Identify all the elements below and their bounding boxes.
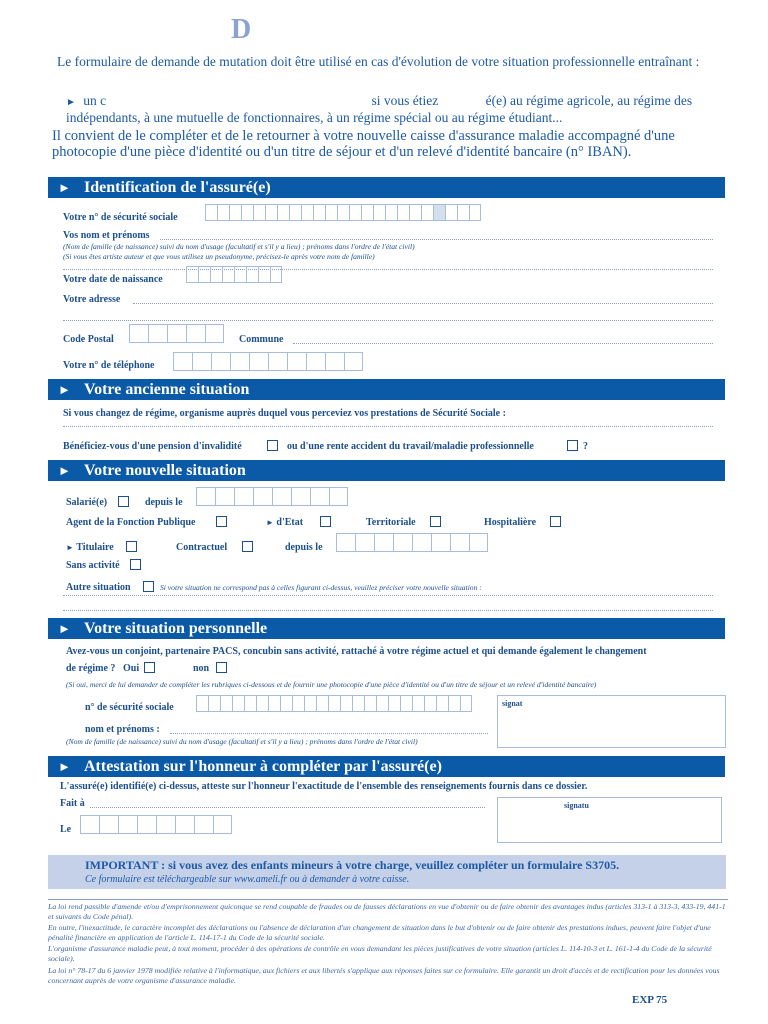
autre-field-2[interactable] bbox=[63, 610, 713, 611]
names-note-1: (Nom de famille (de naissance) suivi du nom d'usage (facultatif et s'il y a lieu) ; prénoms dans l'ordre de l'état civil) bbox=[63, 242, 415, 251]
hospitaliere-label: Hospitalière bbox=[484, 517, 537, 528]
salarie-date-field[interactable] bbox=[196, 487, 348, 506]
autre-checkbox[interactable] bbox=[143, 581, 154, 592]
autre-label: Autre situation bbox=[66, 582, 131, 593]
intro-text: Le formulaire de demande de mutation doit être utilisé en cas d'évolution de votre situation professionnelle entraînant : bbox=[57, 54, 700, 69]
bullet-text-c: é(e) au régime agricole, au régime des indépendants, à une mutuelle de fonctionnaires, à un régime spécial ou au régime étudiant... bbox=[66, 93, 693, 125]
titulaire-checkbox[interactable] bbox=[126, 541, 137, 552]
titulaire-label bbox=[66, 542, 114, 553]
attestation-text: L'assuré(e) identifié(e) ci-dessus, atteste sur l'honneur l'exactitude de l'ensemble des renseignements fournis dans ce dossier. bbox=[60, 781, 588, 792]
fait-a-label: Fait à bbox=[60, 798, 85, 809]
signature-label: signatu bbox=[564, 801, 589, 810]
oui-label: Oui bbox=[123, 663, 140, 674]
form-code: EXP 75 bbox=[632, 994, 668, 1006]
ancienne-field[interactable] bbox=[63, 426, 713, 427]
contractuel-checkbox[interactable] bbox=[242, 541, 253, 552]
names-label: Vos nom et prénoms bbox=[63, 230, 150, 241]
hospitaliere-checkbox[interactable] bbox=[550, 516, 561, 527]
section-personnelle bbox=[48, 618, 725, 639]
attestation-signature-box[interactable] bbox=[497, 797, 722, 843]
etat-checkbox[interactable] bbox=[320, 516, 331, 527]
non-checkbox[interactable] bbox=[216, 662, 227, 673]
birth-date-field[interactable] bbox=[186, 266, 282, 283]
section-arrow-icon: ► bbox=[58, 180, 71, 195]
important-box bbox=[48, 855, 726, 889]
conjoint-question-2: de régime ? bbox=[66, 663, 116, 674]
territoriale-label: Territoriale bbox=[366, 517, 416, 528]
section-arrow-icon: ► bbox=[58, 759, 71, 774]
names-field-2[interactable] bbox=[63, 269, 713, 270]
section-title: Votre situation personnelle bbox=[84, 620, 268, 637]
conjoint-secu-field[interactable] bbox=[196, 695, 472, 712]
conjoint-names-label: nom et prénoms : bbox=[85, 724, 160, 735]
bullet-text-b: si vous étiez bbox=[371, 93, 439, 108]
agent-checkbox[interactable] bbox=[216, 516, 227, 527]
section-arrow-icon: ► bbox=[58, 463, 71, 478]
commune-field[interactable] bbox=[293, 343, 713, 344]
sans-activite-checkbox[interactable] bbox=[130, 559, 141, 570]
pension-label: Bénéficiez-vous d'une pension d'invalidité bbox=[63, 441, 242, 452]
salarie-label: Salarié(e) bbox=[66, 497, 108, 508]
bullet-arrow-icon: ► bbox=[66, 543, 74, 552]
names-field[interactable] bbox=[160, 239, 713, 240]
depuis2-label: depuis le bbox=[285, 542, 323, 553]
important-line-2: Ce formulaire est téléchargeable sur www.ameli.fr ou à demander à votre caisse. bbox=[85, 874, 410, 885]
territoriale-checkbox[interactable] bbox=[430, 516, 441, 527]
etat-label bbox=[266, 517, 303, 528]
form-letter: D bbox=[231, 14, 252, 45]
depuis-label: depuis le bbox=[145, 497, 183, 508]
section-title: Votre nouvelle situation bbox=[84, 462, 246, 479]
conjoint-names-note: (Nom de famille (de naissance) suivi du nom d'usage (facultatif et s'il y a lieu) ; prénoms dans l'ordre de l'état civil) bbox=[66, 737, 418, 746]
attestation-date-field[interactable] bbox=[80, 815, 232, 834]
conjoint-secu-label: n° de sécurité sociale bbox=[85, 702, 174, 713]
legal-paragraph-3: L'organisme d'assurance maladie peut, à tout moment, procéder à des opérations de contrôle en vous demandant les pièces justificatives de votre situation (articles L. 114-10-3 et L. 161-1-4 du Code de la sécurité sociale). bbox=[48, 944, 712, 963]
section-ancienne bbox=[48, 379, 725, 400]
legal-paragraph-1: La loi rend passible d'amende et/ou d'emprisonnement quiconque se rend coupable de fraudes ou de fausses déclarations en vue d'obtenir ou de faire obtenir des avantages indus (articles 313-1 à 313-3, 433-19, 441-1 et suivants du Code pénal). bbox=[48, 902, 726, 921]
section-identification bbox=[48, 177, 725, 198]
intro-paragraph: Il convient de le compléter et de le retourner à votre nouvelle caisse d'assurance maladie accompagné d'une photocopie d'une pièce d'identité ou d'un titre de séjour et d'un relevé d'identité bancaire (n° IBAN). bbox=[52, 128, 675, 160]
section-nouvelle bbox=[48, 460, 725, 481]
section-title: Attestation sur l'honneur à compléter par l'assuré(e) bbox=[84, 758, 442, 775]
names-note-2: (Si vous êtes artiste auteur et que vous utilisez un pseudonyme, précisez-le après votre nom de famille) bbox=[63, 252, 375, 261]
ancienne-question: Si vous changez de régime, organisme auprès duquel vous perceviez vos prestations de Sécurité Sociale : bbox=[63, 408, 506, 419]
bullet-text-a: un c bbox=[83, 93, 107, 108]
titulaire-date-field[interactable] bbox=[336, 533, 488, 552]
rente-label: ou d'une rente accident du travail/maladie professionnelle bbox=[287, 441, 534, 452]
agent-label: Agent de la Fonction Publique bbox=[66, 517, 196, 528]
legal-paragraph-2: En outre, l'inexactitude, le caractère incomplet des déclarations ou l'absence de déclaration d'un changement de situation dans le but d'obtenir ou de faire obtenir des prestations indues, peuvent faire l'objet d'une pénalité financière en application de l'article L. 114-17-1 du Code de la sécurité sociale. bbox=[48, 923, 711, 942]
bullet-arrow-icon: ► bbox=[266, 518, 274, 527]
salarie-checkbox[interactable] bbox=[118, 496, 129, 507]
fait-a-field[interactable] bbox=[90, 807, 485, 808]
bullet-arrow-icon: ► bbox=[66, 97, 76, 108]
sans-activite-label: Sans activité bbox=[66, 560, 120, 571]
secu-label: Votre n° de sécurité sociale bbox=[63, 212, 178, 223]
etat-text: d'Etat bbox=[276, 517, 304, 528]
autre-note: Si votre situation ne correspond pas à celles figurant ci-dessus, veuillez préciser votre nouvelle situation : bbox=[160, 583, 482, 592]
conjoint-note: (Si oui, merci de lui demander de compléter les rubriques ci-dessous et de fournir une photocopie d'une pièce d'identité ou d'un titre de séjour et un relevé d'identité bancaire) bbox=[66, 680, 597, 689]
postal-label: Code Postal bbox=[63, 334, 114, 345]
legal-divider bbox=[48, 899, 728, 900]
rente-checkbox[interactable] bbox=[567, 440, 578, 451]
section-title: Identification de l'assuré(e) bbox=[84, 179, 271, 196]
address-label: Votre adresse bbox=[63, 294, 121, 305]
address-field-2[interactable] bbox=[63, 320, 713, 321]
autre-field[interactable] bbox=[63, 595, 713, 596]
phone-label: Votre n° de téléphone bbox=[63, 360, 155, 371]
section-title: Votre ancienne situation bbox=[84, 381, 250, 398]
legal-paragraph-4: La loi n° 78-17 du 6 janvier 1978 modifiée relative à l'informatique, aux fichiers et aux libertés s'applique aux réponses faites sur ce formulaire. Elle garantit un droit d'accès et de rectification pour les données vous concernant auprès de votre organisme d'assurance maladie. bbox=[48, 966, 720, 985]
pension-checkbox[interactable] bbox=[267, 440, 278, 451]
postal-code-field[interactable] bbox=[129, 324, 224, 343]
titulaire-text: Titulaire bbox=[76, 542, 114, 553]
le-label: Le bbox=[60, 824, 72, 835]
section-arrow-icon: ► bbox=[58, 382, 71, 397]
contractuel-label: Contractuel bbox=[176, 542, 228, 553]
secu-number-field[interactable] bbox=[205, 204, 481, 221]
address-field[interactable] bbox=[133, 303, 713, 304]
conjoint-question: Avez-vous un conjoint, partenaire PACS, concubin sans activité, rattaché à votre régime actuel et qui demande également le changement bbox=[66, 646, 647, 657]
signature-label: signat bbox=[502, 699, 523, 708]
intro-bullet bbox=[66, 93, 726, 125]
birth-label: Votre date de naissance bbox=[63, 274, 163, 285]
important-line-1: IMPORTANT : si vous avez des enfants mineurs à votre charge, veuillez compléter un formulaire S3705. bbox=[85, 858, 620, 872]
conjoint-signature-box[interactable] bbox=[497, 695, 726, 748]
commune-label: Commune bbox=[239, 334, 284, 345]
section-arrow-icon: ► bbox=[58, 621, 71, 636]
conjoint-names-field[interactable] bbox=[170, 733, 488, 734]
non-label: non bbox=[193, 663, 210, 674]
phone-field[interactable] bbox=[173, 352, 363, 371]
question-mark: ? bbox=[583, 441, 588, 452]
section-attestation bbox=[48, 756, 725, 777]
oui-checkbox[interactable] bbox=[144, 662, 155, 673]
